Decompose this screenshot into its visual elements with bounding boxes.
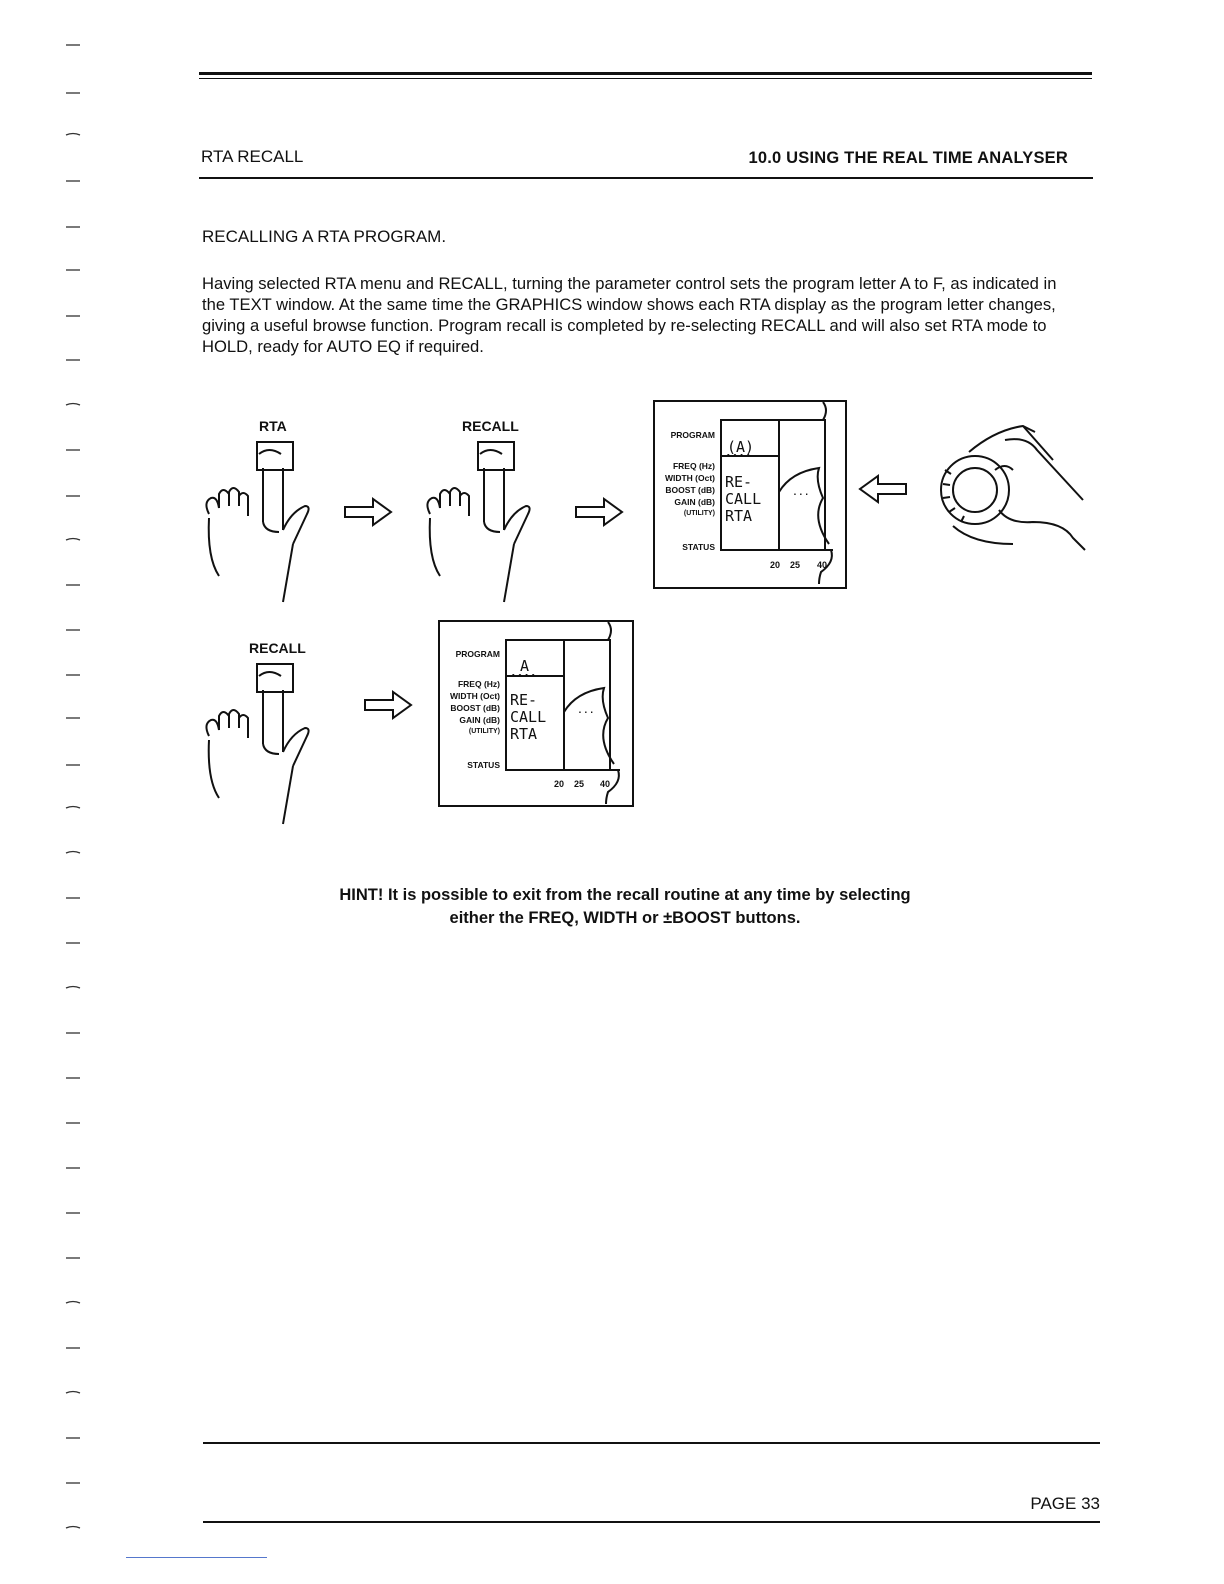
tick-label: 25 xyxy=(790,560,801,570)
tick-label: 20 xyxy=(554,779,565,789)
program-value: (A) xyxy=(727,438,755,456)
top-rule xyxy=(199,72,1092,75)
lcd-display-recalled xyxy=(438,620,634,807)
label-boost: BOOST (dB) xyxy=(450,703,500,713)
hint-line-1: HINT! It is possible to exit from the recall routine at any time by selecting xyxy=(339,886,911,904)
label-freq: FREQ (Hz) xyxy=(457,679,500,689)
arrow-right-icon xyxy=(343,497,393,527)
label-width: WIDTH (Oct) xyxy=(449,691,500,701)
program-value: A xyxy=(520,657,530,675)
label-gain-sub: (UTILITY) xyxy=(468,728,500,735)
program-marks: ^^^^ xyxy=(725,452,752,465)
section-title-left: RTA RECALL xyxy=(201,147,304,166)
arrow-left-icon xyxy=(858,474,908,504)
label-freq: FREQ (Hz) xyxy=(672,461,715,471)
label-status: STATUS xyxy=(467,760,500,770)
tick-label: 40 xyxy=(600,779,611,789)
tick-label: 25 xyxy=(574,779,585,789)
intro-paragraph: Having selected RTA menu and RECALL, turning the parameter control sets the program letter A to F, as indicated in the TEXT window. At the same time the GRAPHICS window shows each RTA display as the program letter changes, giving a useful browse function. Program recall is completed by re-selecting RECALL and will also set RTA mode to HOLD, ready for AUTO EQ if required. xyxy=(202,274,1057,356)
program-marks: ^^^^ xyxy=(510,672,537,685)
display-text-line-2: CALL xyxy=(725,490,762,508)
hand-turning-knob-icon xyxy=(925,410,1095,570)
label-status: STATUS xyxy=(682,542,715,552)
footer-rule-top xyxy=(203,1442,1100,1444)
tick-label: 20 xyxy=(770,560,781,570)
scan-edge-mark xyxy=(126,1557,267,1558)
recall-button-label: RECALL xyxy=(462,418,519,434)
arrow-right-icon xyxy=(574,497,624,527)
binding-margin-marks xyxy=(58,0,88,1584)
tick-label: 40 xyxy=(817,560,828,570)
header-rule xyxy=(199,177,1093,179)
display-text-line-1: RE- xyxy=(725,473,753,491)
rta-button-label: RTA xyxy=(259,418,287,434)
hand-pressing-recall-icon xyxy=(416,438,556,598)
footer-rule-bottom xyxy=(203,1521,1100,1523)
display-text-line-3: RTA xyxy=(510,725,538,743)
section-title-right: 10.0 USING THE REAL TIME ANALYSER xyxy=(748,149,1068,167)
recall-button-label-2: RECALL xyxy=(249,640,306,656)
hint-note xyxy=(300,884,950,930)
label-gain: GAIN (dB) xyxy=(674,497,715,507)
label-program: PROGRAM xyxy=(670,430,715,440)
arrow-right-icon xyxy=(363,690,413,720)
label-width: WIDTH (Oct) xyxy=(664,473,715,483)
display-text-line-2: CALL xyxy=(510,708,547,726)
label-boost: BOOST (dB) xyxy=(665,485,715,495)
label-program: PROGRAM xyxy=(455,649,500,659)
label-gain-sub: (UTILITY) xyxy=(683,510,715,517)
page-number: PAGE 33 xyxy=(1030,1494,1100,1513)
graph-dots: ... xyxy=(793,482,811,498)
label-gain: GAIN (dB) xyxy=(459,715,500,725)
display-text-line-3: RTA xyxy=(725,507,753,525)
lcd-display-browse xyxy=(653,400,847,589)
sub-heading: RECALLING A RTA PROGRAM. xyxy=(202,227,447,246)
graph-dots: ... xyxy=(578,700,596,716)
hand-pressing-rta-icon xyxy=(195,438,335,598)
hint-line-2: either the FREQ, WIDTH or ±BOOST buttons. xyxy=(449,909,801,927)
display-text-line-1: RE- xyxy=(510,691,538,709)
hand-pressing-recall-icon xyxy=(195,660,335,820)
top-rule-thin xyxy=(199,78,1092,79)
